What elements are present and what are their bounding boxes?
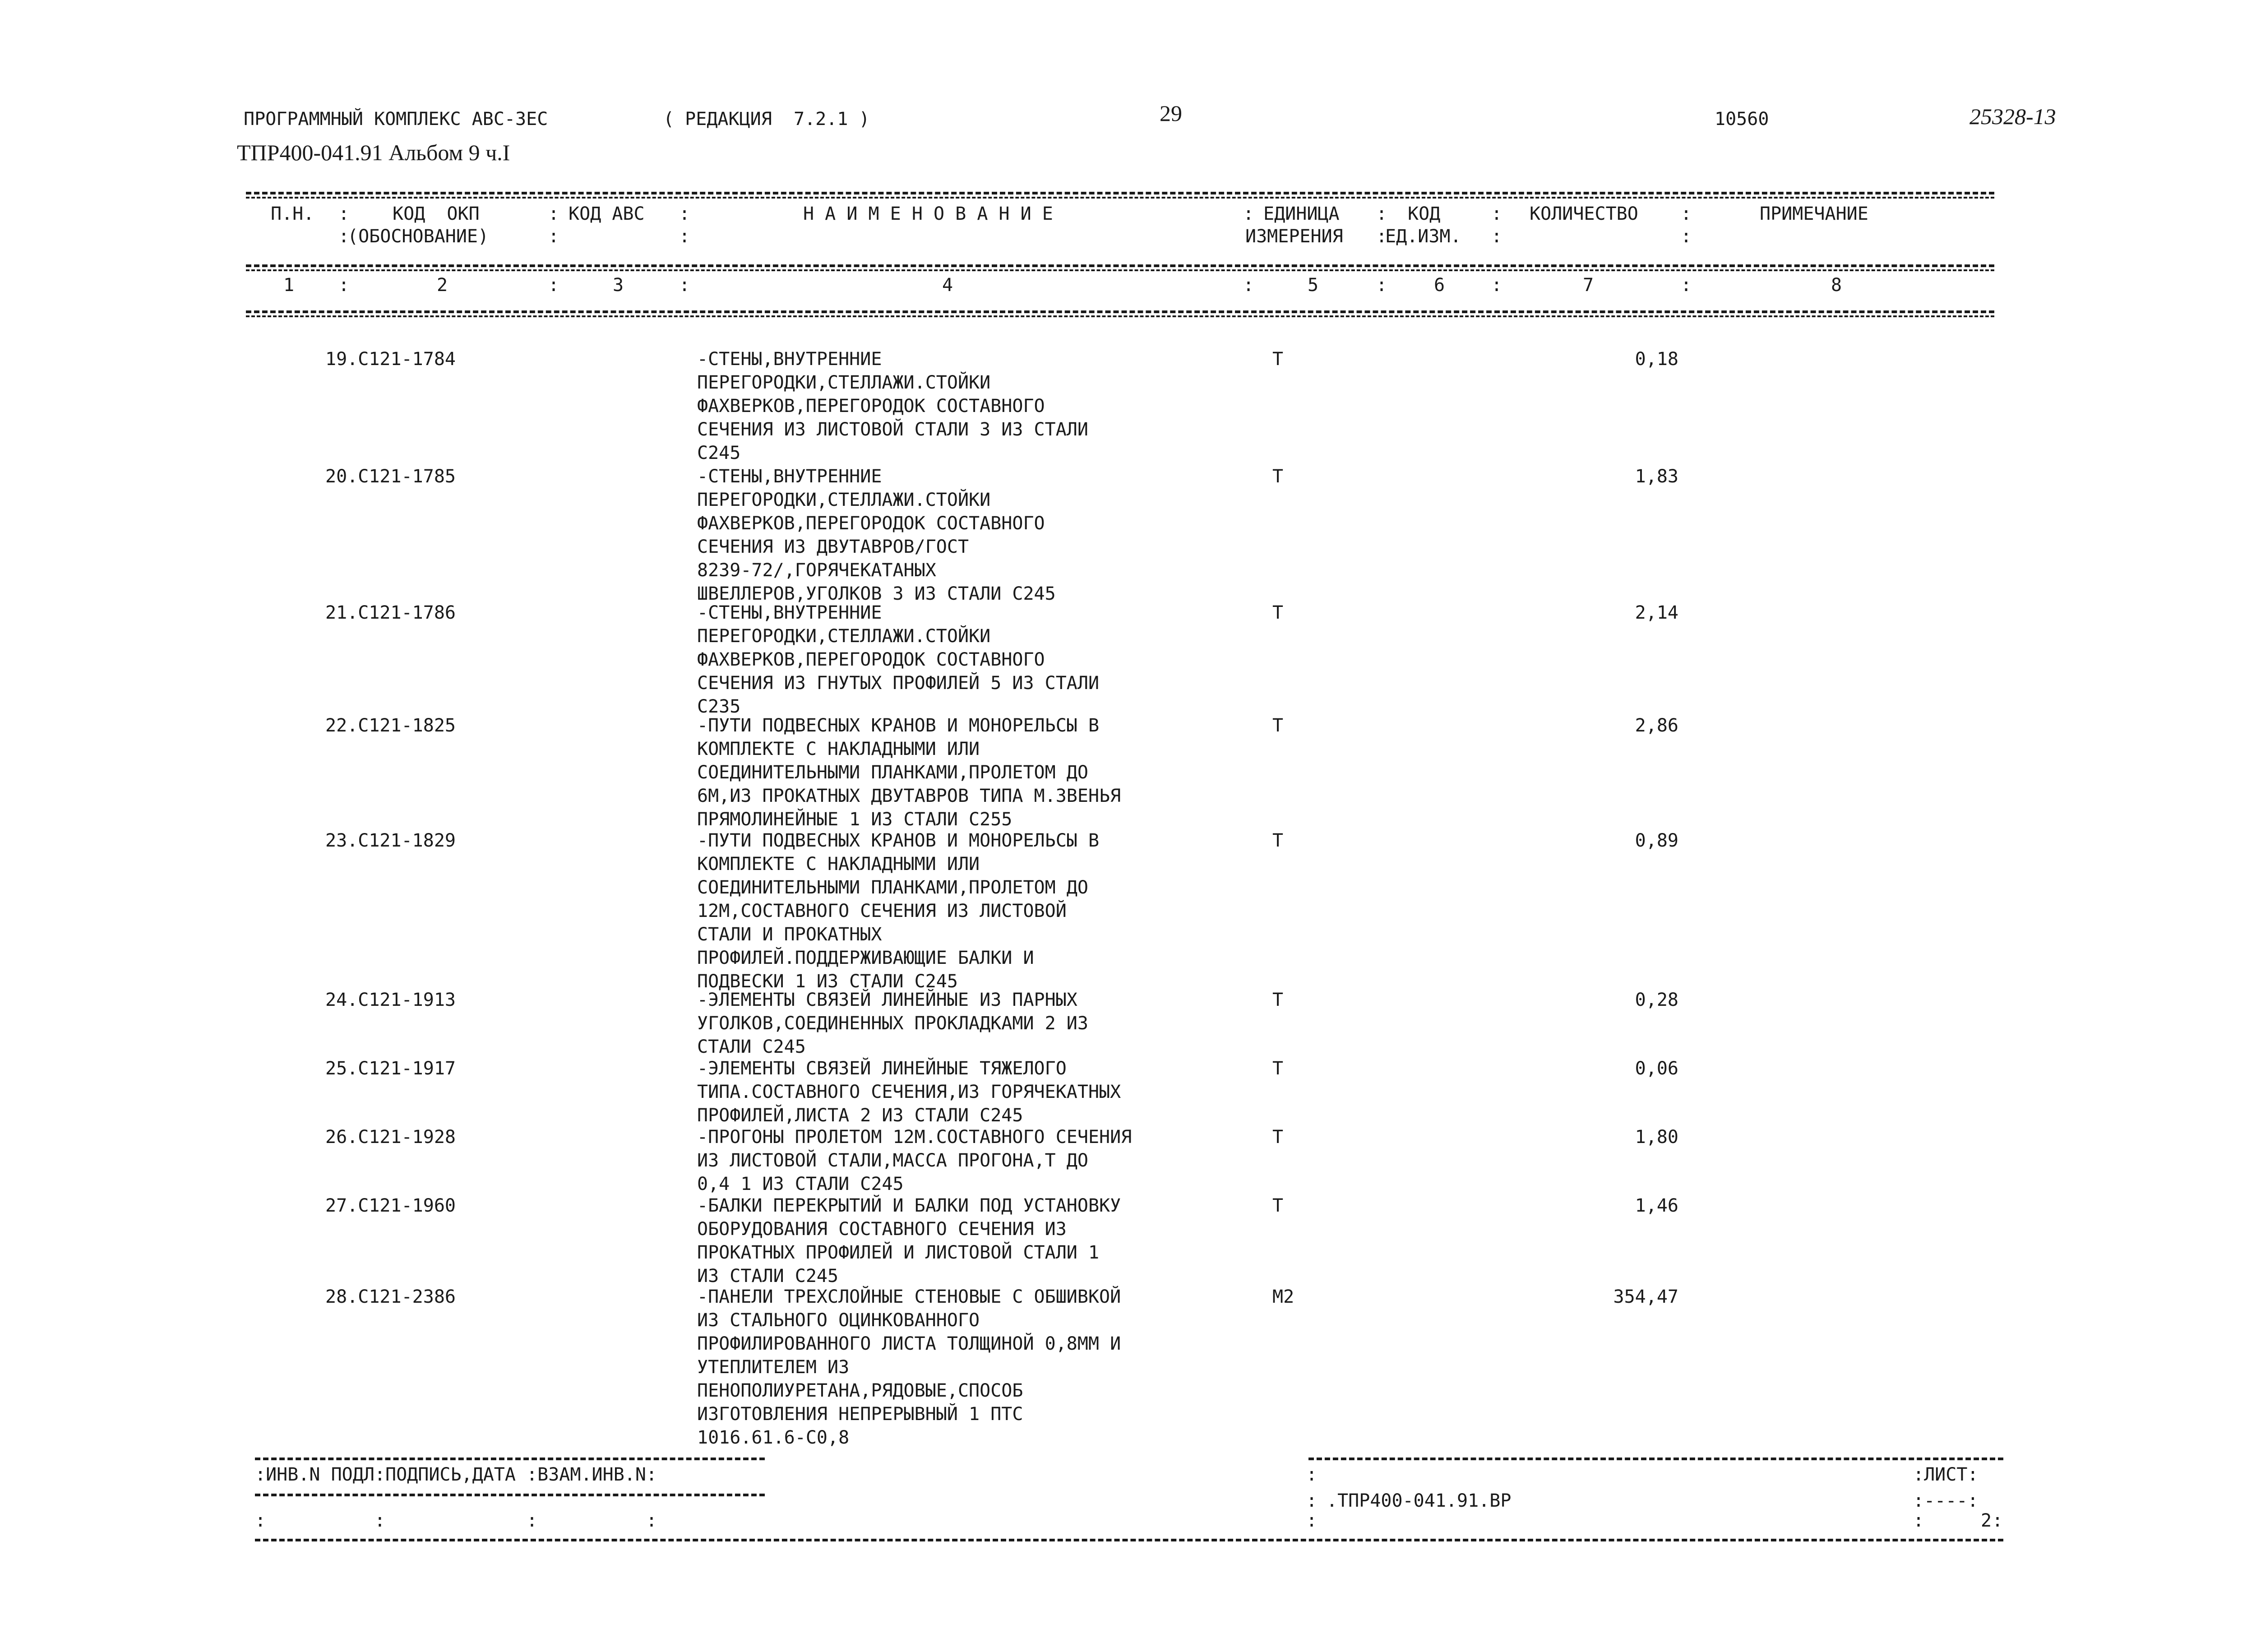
col-abc: КОД АВС bbox=[569, 204, 645, 224]
row-name: -СТЕНЫ,ВНУТРЕННИЕ ПЕРЕГОРОДКИ,СТЕЛЛАЖИ.СТОЙКИ ФАХВЕРКОВ,ПЕРЕГОРОДОК СОСТАВНОГО СЕЧЕНИЯ ИЗ ДВУТАВРОВ/ГОСТ 8239-72/,ГОРЯЧЕКАТАНЫХ ШВЕЛЛЕРОВ,УГОЛКОВ 3 ИЗ СТАЛИ С245 bbox=[697, 466, 1056, 604]
col-qty: КОЛИЧЕСТВО bbox=[1530, 204, 1638, 224]
row-qty: 0,06 bbox=[1635, 1058, 1678, 1079]
header-rule-mid bbox=[246, 264, 1994, 267]
handwritten-number: 25328-13 bbox=[1969, 104, 2056, 129]
col-name: Н А И М Е Н О В А Н И Е bbox=[803, 204, 1053, 224]
header-colons-4: : bbox=[548, 226, 559, 247]
row-name: -ПАНЕЛИ ТРЕХСЛОЙНЫЕ СТЕНОВЫЕ С ОБШИВКОЙ ИЗ СТАЛЬНОГО ОЦИНКОВАННОГО ПРОФИЛИРОВАННОГО ЛИСТА ТОЛЩИНОЙ 0,8ММ И УТЕПЛИТЕЛЕМ ИЗ ПЕНОПОЛИУРЕТАНА,РЯДОВЫЕ,СПОСОБ ИЗГОТОВЛЕНИЯ НЕПРЕРЫВНЫЙ 1 ПТС 1016.61.6-С0,8 bbox=[697, 1286, 1121, 1448]
col-okp-2: (ОБОСНОВАНИЕ) bbox=[347, 226, 489, 247]
col-unitcode-2: ЕД.ИЗМ. bbox=[1385, 226, 1461, 247]
footer-left-cells: : : : : bbox=[255, 1510, 657, 1531]
program-title: ПРОГРАММНЫЙ КОМПЛЕКС АВС-3ЕС bbox=[244, 109, 548, 130]
header-rule-bottom-2 bbox=[246, 315, 1994, 317]
row-unit: Т bbox=[1272, 466, 1284, 487]
row-name: -ПРОГОНЫ ПРОЛЕТОМ 12М.СОСТАВНОГО СЕЧЕНИЯ ИЗ ЛИСТОВОЙ СТАЛИ,МАССА ПРОГОНА,Т ДО 0,4 1 ИЗ СТАЛИ С245 bbox=[697, 1127, 1132, 1194]
footer-rule-left-top bbox=[255, 1458, 765, 1460]
code-right: 10560 bbox=[1715, 109, 1769, 130]
col-number-4: 4 bbox=[942, 275, 953, 296]
footer-sheet-sep: :----: bbox=[1913, 1490, 1979, 1511]
row-unit: Т bbox=[1272, 1195, 1284, 1216]
row-name: -ЭЛЕМЕНТЫ СВЯЗЕЙ ЛИНЕЙНЫЕ ТЯЖЕЛОГО ТИПА.СОСТАВНОГО СЕЧЕНИЯ,ИЗ ГОРЯЧЕКАТНЫХ ПРОФИЛЕЙ,ЛИСТА 2 ИЗ СТАЛИ С245 bbox=[697, 1058, 1121, 1126]
header-colons-1: : bbox=[338, 204, 350, 224]
header-rule-top-2 bbox=[246, 197, 1994, 199]
footer-sheet-label: :ЛИСТ: bbox=[1913, 1464, 1979, 1485]
footer-rule-right-top bbox=[1308, 1458, 2003, 1460]
row-code: 23.С121-1829 bbox=[325, 830, 456, 851]
row-code: 24.С121-1913 bbox=[325, 990, 456, 1010]
col-unitcode-1: КОД bbox=[1408, 204, 1441, 224]
col-number-2: 2 bbox=[436, 275, 448, 296]
row-code: 25.С121-1917 bbox=[325, 1058, 456, 1079]
col-okp-1: КОД ОКП bbox=[393, 204, 480, 224]
footer-mid-colon-1: : bbox=[1306, 1464, 1318, 1485]
row-code: 26.С121-1928 bbox=[325, 1127, 456, 1148]
footer-sheet-prefix: : bbox=[1913, 1510, 1957, 1531]
col-number-8: 8 bbox=[1831, 275, 1842, 296]
col-pn: П.Н. bbox=[271, 204, 314, 224]
header-colons-9: : bbox=[1376, 226, 1387, 247]
row-qty: 2,14 bbox=[1635, 602, 1678, 623]
row-unit: М2 bbox=[1272, 1286, 1294, 1307]
row-code: 28.С121-2386 bbox=[325, 1286, 456, 1307]
row-unit: Т bbox=[1272, 715, 1284, 736]
col-number-7: 7 bbox=[1582, 275, 1594, 296]
col-number-3: 3 bbox=[612, 275, 624, 296]
row-qty: 1,83 bbox=[1635, 466, 1678, 487]
footer-left-header: :ИНВ.N ПОДЛ:ПОДПИСЬ,ДАТА :ВЗАМ.ИНВ.N: bbox=[255, 1464, 657, 1485]
col-number-1: 1 bbox=[283, 275, 295, 296]
row-unit: Т bbox=[1272, 602, 1284, 623]
row-unit: Т bbox=[1272, 990, 1284, 1010]
row-qty: 1,46 bbox=[1635, 1195, 1678, 1216]
row-qty: 354,47 bbox=[1613, 1286, 1678, 1307]
colnum-colon-6: : bbox=[1491, 275, 1502, 296]
col-number-6: 6 bbox=[1433, 275, 1445, 296]
header-colons-12: : bbox=[1681, 204, 1692, 224]
footer-rule-left-mid bbox=[255, 1494, 765, 1496]
row-name: -СТЕНЫ,ВНУТРЕННИЕ ПЕРЕГОРОДКИ,СТЕЛЛАЖИ.СТОЙКИ ФАХВЕРКОВ,ПЕРЕГОРОДОК СОСТАВНОГО СЕЧЕНИЯ ИЗ ЛИСТОВОЙ СТАЛИ 3 ИЗ СТАЛИ С245 bbox=[697, 349, 1088, 463]
header-colons-7: : bbox=[1243, 204, 1254, 224]
row-qty: 0,28 bbox=[1635, 990, 1678, 1010]
header-rule-bottom bbox=[246, 310, 1994, 313]
row-code: 21.С121-1786 bbox=[325, 602, 456, 623]
col-unit-2: ИЗМЕРЕНИЯ bbox=[1245, 226, 1343, 247]
header-colons-3: : bbox=[548, 204, 559, 224]
header-rule-top bbox=[246, 192, 1994, 194]
row-code: 27.С121-1960 bbox=[325, 1195, 456, 1216]
colnum-colon-2: : bbox=[548, 275, 559, 296]
col-number-5: 5 bbox=[1307, 275, 1319, 296]
subtitle: ТПР400-041.91 Альбом 9 ч.I bbox=[237, 140, 510, 165]
footer-rule-bottom bbox=[255, 1539, 2003, 1541]
header-colons-10: : bbox=[1491, 204, 1502, 224]
row-code: 19.С121-1784 bbox=[325, 349, 456, 370]
row-unit: Т bbox=[1272, 830, 1284, 851]
colnum-colon-5: : bbox=[1376, 275, 1387, 296]
row-name: -БАЛКИ ПЕРЕКРЫТИЙ И БАЛКИ ПОД УСТАНОВКУ ОБОРУДОВАНИЯ СОСТАВНОГО СЕЧЕНИЯ ИЗ ПРОКАТНЫХ ПРОФИЛЕЙ И ЛИСТОВОЙ СТАЛИ 1 ИЗ СТАЛИ С245 bbox=[697, 1195, 1121, 1286]
footer-mid-colon-2: : bbox=[1306, 1490, 1318, 1511]
footer-mid-colon-3: : bbox=[1306, 1510, 1318, 1531]
row-name: -ПУТИ ПОДВЕСНЫХ КРАНОВ И МОНОРЕЛЬСЫ В КОМПЛЕКТЕ С НАКЛАДНЫМИ ИЛИ СОЕДИНИТЕЛЬНЫМИ ПЛАНКАМИ,ПРОЛЕТОМ ДО 12М,СОСТАВНОГО СЕЧЕНИЯ ИЗ ЛИСТОВОЙ СТАЛИ И ПРОКАТНЫХ ПРОФИЛЕЙ.ПОДДЕРЖИВАЮЩИЕ БАЛКИ И ПОДВЕСКИ 1 ИЗ СТАЛИ С245 bbox=[697, 830, 1100, 992]
header-colons-13: : bbox=[1681, 226, 1692, 247]
header-colons-8: : bbox=[1376, 204, 1387, 224]
header-colons-2: : bbox=[338, 226, 350, 247]
header-colons-11: : bbox=[1491, 226, 1502, 247]
row-name: -ПУТИ ПОДВЕСНЫХ КРАНОВ И МОНОРЕЛЬСЫ В КОМПЛЕКТЕ С НАКЛАДНЫМИ ИЛИ СОЕДИНИТЕЛЬНЫМИ ПЛАНКАМИ,ПРОЛЕТОМ ДО 6М,ИЗ ПРОКАТНЫХ ДВУТАВРОВ ТИПА М.ЗВЕНЬЯ ПРЯМОЛИНЕЙНЫЕ 1 ИЗ СТАЛИ С255 bbox=[697, 715, 1121, 830]
doc-code: .ТПР400-041.91.ВР bbox=[1327, 1490, 1512, 1511]
colnum-colon-4: : bbox=[1243, 275, 1254, 296]
header-colons-5: : bbox=[679, 204, 690, 224]
col-unit-1: ЕДИНИЦА bbox=[1263, 204, 1340, 224]
header-colons-6: : bbox=[679, 226, 690, 247]
row-qty: 0,18 bbox=[1635, 349, 1678, 370]
colnum-colon-3: : bbox=[679, 275, 690, 296]
row-qty: 2,86 bbox=[1635, 715, 1678, 736]
colnum-colon-1: : bbox=[338, 275, 350, 296]
row-code: 20.С121-1785 bbox=[325, 466, 456, 487]
row-qty: 0,89 bbox=[1635, 830, 1678, 851]
col-note: ПРИМЕЧАНИЕ bbox=[1760, 204, 1868, 224]
sheet-number: 2 bbox=[1981, 1510, 1992, 1531]
footer-sheet-suffix: : bbox=[1992, 1510, 2003, 1531]
colnum-colon-7: : bbox=[1681, 275, 1692, 296]
row-name: -ЭЛЕМЕНТЫ СВЯЗЕЙ ЛИНЕЙНЫЕ ИЗ ПАРНЫХ УГОЛКОВ,СОЕДИНЕННЫХ ПРОКЛАДКАМИ 2 ИЗ СТАЛИ С245 bbox=[697, 990, 1088, 1057]
row-qty: 1,80 bbox=[1635, 1127, 1678, 1148]
row-unit: Т bbox=[1272, 1127, 1284, 1148]
edition: ( РЕДАКЦИЯ 7.2.1 ) bbox=[663, 109, 870, 130]
page-number: 29 bbox=[1160, 101, 1182, 126]
header-rule-mid-2 bbox=[246, 269, 1994, 271]
row-name: -СТЕНЫ,ВНУТРЕННИЕ ПЕРЕГОРОДКИ,СТЕЛЛАЖИ.СТОЙКИ ФАХВЕРКОВ,ПЕРЕГОРОДОК СОСТАВНОГО СЕЧЕНИЯ ИЗ ГНУТЫХ ПРОФИЛЕЙ 5 ИЗ СТАЛИ С235 bbox=[697, 602, 1100, 717]
row-unit: Т bbox=[1272, 349, 1284, 370]
row-unit: Т bbox=[1272, 1058, 1284, 1079]
row-code: 22.С121-1825 bbox=[325, 715, 456, 736]
